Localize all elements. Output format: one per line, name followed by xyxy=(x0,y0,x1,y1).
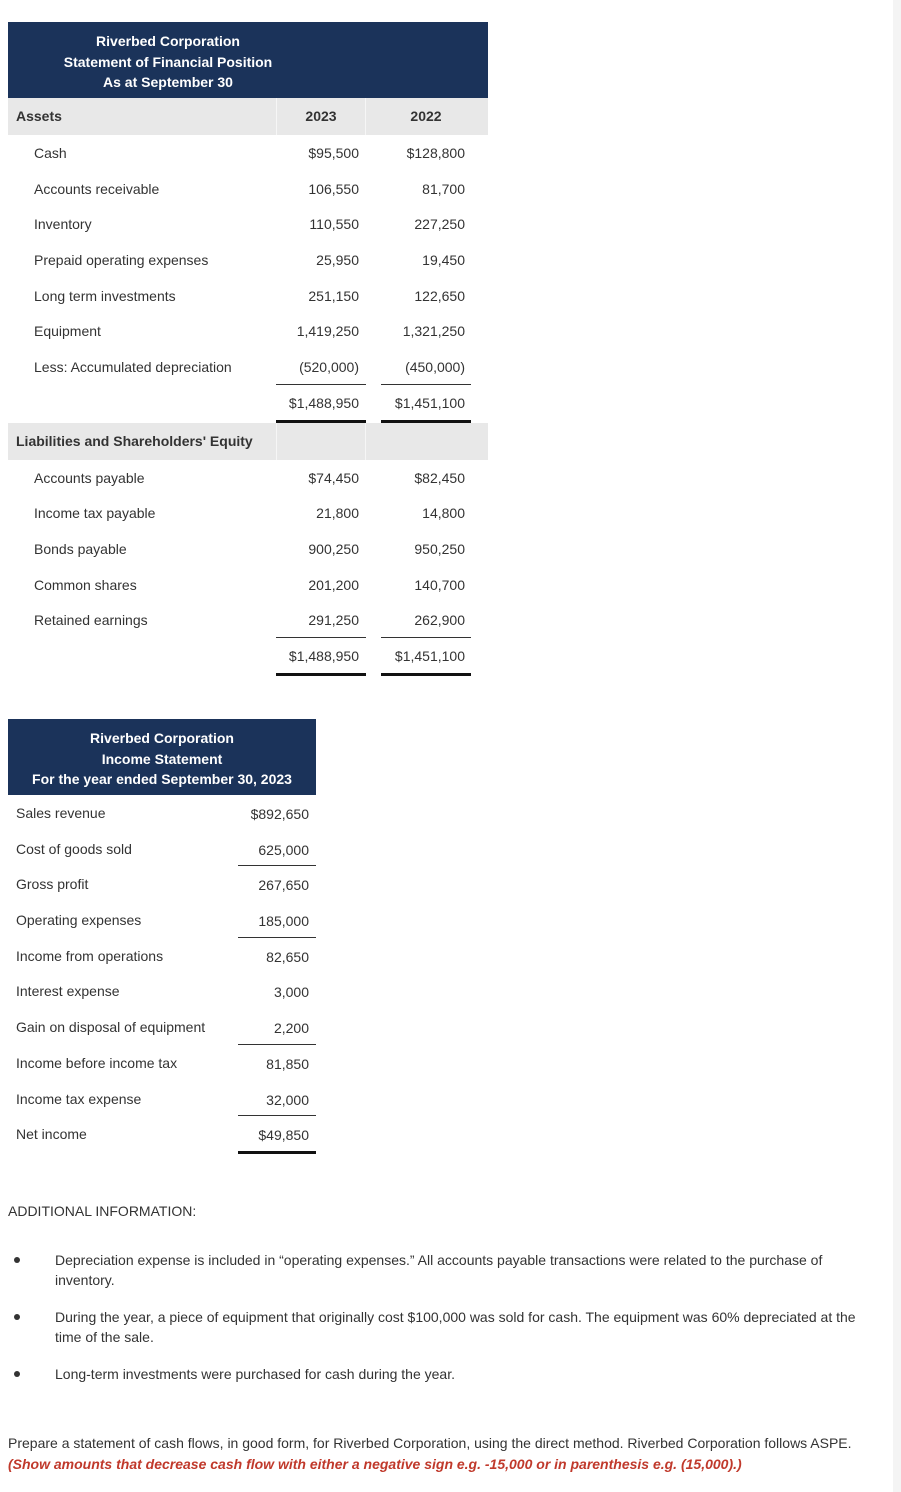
balance-sheet xyxy=(8,22,488,674)
page-edge-strip xyxy=(893,0,901,1492)
table-row xyxy=(8,602,488,638)
value-2023: 201,200 xyxy=(308,576,359,593)
value-2023: 1,419,250 xyxy=(296,323,359,340)
row-label: Equipment xyxy=(34,323,101,340)
double-underline xyxy=(238,1151,316,1154)
year-column-cell xyxy=(276,423,366,460)
table-row xyxy=(8,866,318,902)
row-label: Common shares xyxy=(34,576,137,593)
assets-label: Assets xyxy=(16,108,62,124)
bullet-icon xyxy=(14,1257,20,1263)
instruction-main: Prepare a statement of cash flows, in good form, for Riverbed Corporation, using the direct method. Riverbed Corporation follows ASPE. xyxy=(8,1435,852,1451)
row-value: $892,650 xyxy=(250,806,309,822)
value-2022: 122,650 xyxy=(414,287,465,304)
list-item-text: During the year, a piece of equipment that originally cost $100,000 was sold for cash. The equipment was 60% depreciated at the time of the sale. xyxy=(55,1309,856,1345)
additional-info-list xyxy=(0,1250,893,1401)
row-label: Bonds payable xyxy=(34,540,127,557)
table-row xyxy=(8,278,488,314)
list-item-text: Depreciation expense is included in “operating expenses.” All accounts payable transactions were related to the purchase of inventory. xyxy=(55,1252,823,1288)
row-label: Inventory xyxy=(34,216,92,233)
bs-title: Statement of Financial Position xyxy=(63,53,273,70)
value-2023: 106,550 xyxy=(308,180,359,197)
bullet-icon xyxy=(14,1314,20,1320)
row-label: Sales revenue xyxy=(16,805,106,821)
liabilities-header-band xyxy=(8,423,488,460)
value-2022: $128,800 xyxy=(406,145,465,161)
value-2022: $82,450 xyxy=(414,469,465,486)
list-item xyxy=(0,1364,893,1384)
is-company: Riverbed Corporation xyxy=(90,730,234,746)
liabilities-label: Liabilities and Shareholders' Equity xyxy=(16,432,253,449)
table-row xyxy=(8,938,318,974)
row-label: Cost of goods sold xyxy=(16,840,132,857)
bs-date: As at September 30 xyxy=(103,74,233,90)
is-period: For the year ended September 30, 2023 xyxy=(32,771,292,787)
value-2023: (520,000) xyxy=(299,359,359,376)
row-label: Operating expenses xyxy=(16,912,142,929)
table-row xyxy=(8,460,488,496)
value-2023: $95,500 xyxy=(308,145,359,161)
row-label: Income from operations xyxy=(16,947,164,964)
row-label: Net income xyxy=(16,1126,87,1143)
year-2022-label: 2022 xyxy=(410,108,442,124)
total-liab-2023: $1,488,950 xyxy=(288,647,359,664)
bullet-icon xyxy=(14,1371,20,1377)
table-row xyxy=(8,135,488,171)
instruction-note: (Show amounts that decrease cash flow with either a negative sign e.g. -15,000 or in parenthesis e.g. (15,000).) xyxy=(8,1456,742,1472)
value-2022: (450,000) xyxy=(405,359,465,376)
value-2023: 251,150 xyxy=(308,287,359,304)
value-2022: 14,800 xyxy=(422,505,465,522)
table-row xyxy=(8,1045,318,1081)
table-row xyxy=(8,495,488,531)
table-row xyxy=(8,902,318,938)
row-value: 625,000 xyxy=(258,841,309,858)
value-2023: 21,800 xyxy=(316,505,359,522)
row-label: Accounts receivable xyxy=(34,180,160,197)
table-row xyxy=(8,795,318,831)
row-label: Income tax expense xyxy=(16,1090,142,1107)
assets-header-band xyxy=(8,98,488,135)
table-row xyxy=(8,313,488,349)
value-2022: 950,250 xyxy=(414,540,465,557)
year-2023-label: 2023 xyxy=(305,108,337,124)
row-label: Cash xyxy=(34,145,67,161)
table-row xyxy=(8,973,318,1009)
row-label: Prepaid operating expenses xyxy=(34,252,209,269)
row-label: Gross profit xyxy=(16,876,89,893)
row-value: 82,650 xyxy=(266,948,309,965)
row-value: 3,000 xyxy=(273,984,309,1001)
row-value: 185,000 xyxy=(258,913,309,930)
value-2022: 227,250 xyxy=(414,216,465,233)
table-row xyxy=(8,242,488,278)
table-row xyxy=(8,831,318,867)
bs-company: Riverbed Corporation xyxy=(96,33,240,49)
table-row xyxy=(8,531,488,567)
row-label: Accounts payable xyxy=(34,469,145,486)
total-liab-2022: $1,451,100 xyxy=(394,647,465,664)
total-assets-row xyxy=(8,385,488,421)
row-value: 2,200 xyxy=(273,1020,309,1037)
net-income-row xyxy=(8,1116,318,1152)
value-2022: 262,900 xyxy=(414,612,465,629)
row-label: Long term investments xyxy=(34,287,176,304)
row-value: 267,650 xyxy=(258,877,309,894)
value-2022: 1,321,250 xyxy=(402,323,465,340)
table-row xyxy=(8,1009,318,1045)
list-item xyxy=(0,1250,893,1290)
total-liabilities-row xyxy=(8,638,488,674)
value-2023: 25,950 xyxy=(316,252,359,269)
table-row xyxy=(8,206,488,242)
row-label: Interest expense xyxy=(16,983,120,1000)
value-2023: 900,250 xyxy=(308,540,359,557)
total-assets-2023: $1,488,950 xyxy=(288,394,359,411)
value-2022: 140,700 xyxy=(414,576,465,593)
instruction-text xyxy=(8,1433,888,1475)
value-2022: 81,700 xyxy=(422,180,465,197)
value-2023: 291,250 xyxy=(308,612,359,629)
row-label: Gain on disposal of equipment xyxy=(16,1019,206,1036)
value-2022: 19,450 xyxy=(422,252,465,269)
income-statement xyxy=(8,719,318,1152)
double-underline xyxy=(381,673,471,676)
row-label: Income tax payable xyxy=(34,505,156,522)
double-underline xyxy=(276,673,366,676)
row-value: 81,850 xyxy=(266,1055,309,1072)
total-assets-2022: $1,451,100 xyxy=(394,394,465,411)
table-row xyxy=(8,349,488,385)
row-label: Retained earnings xyxy=(34,612,148,629)
row-label: Less: Accumulated depreciation xyxy=(34,359,232,376)
row-value: 32,000 xyxy=(266,1091,309,1108)
additional-info-heading: ADDITIONAL INFORMATION: xyxy=(8,1203,197,1219)
row-label: Income before income tax xyxy=(16,1054,178,1071)
list-item-text: Long-term investments were purchased for cash during the year. xyxy=(55,1366,455,1382)
value-2023: 110,550 xyxy=(309,216,359,233)
table-row xyxy=(8,567,488,603)
table-row xyxy=(8,1081,318,1117)
is-title: Income Statement xyxy=(101,750,223,767)
income-statement-header xyxy=(8,719,316,795)
value-2023: $74,450 xyxy=(308,469,359,486)
row-value: $49,850 xyxy=(258,1127,309,1144)
balance-sheet-header xyxy=(8,22,488,98)
table-row xyxy=(8,171,488,207)
list-item xyxy=(0,1307,893,1347)
